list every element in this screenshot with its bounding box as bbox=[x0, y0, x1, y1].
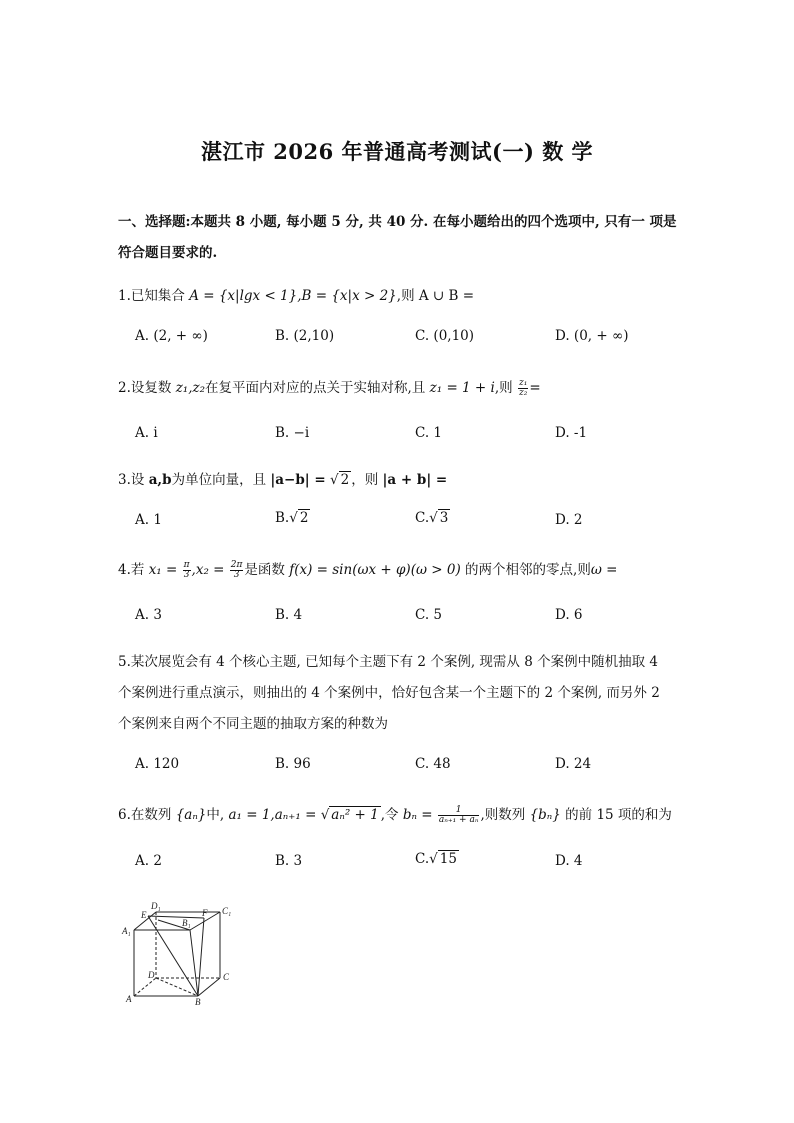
question-2-option-a[interactable]: A. i bbox=[135, 425, 158, 441]
question-3-stem: 3.设 a,b为单位向量，且 |a−b| = √ 2 ，则 |a + b| = bbox=[118, 472, 448, 488]
question-2-option-c[interactable]: C. 1 bbox=[415, 425, 443, 441]
label-f: F bbox=[202, 908, 208, 918]
question-6-option-c[interactable]: C.√ 15 bbox=[415, 851, 457, 867]
question-4-option-b[interactable]: B. 4 bbox=[275, 607, 303, 623]
question-4-option-a[interactable]: A. 3 bbox=[135, 607, 162, 623]
cube-figure bbox=[118, 898, 248, 1008]
question-1-option-a[interactable]: A. (2, + ∞) bbox=[135, 328, 208, 344]
label-c1: C₁ bbox=[222, 906, 232, 916]
label-e: E bbox=[141, 910, 147, 920]
question-1-stem: 1.已知集合 A = {x|lgx < 1},B = {x|x > 2},则 A ∪ B = bbox=[118, 288, 475, 304]
label-c: C bbox=[223, 972, 230, 982]
question-6-stem: 6.在数列 {aₙ}中, a₁ = 1,aₙ₊₁ = √ aₙ² + 1 ,令 bₙ = $\frac{1}{\text{aₙ₊₁ + aₙ}}$ ,则数列 {bₙ} 的前 15 项的和为 bbox=[118, 805, 672, 825]
question-4-option-c[interactable]: C. 5 bbox=[415, 607, 443, 623]
question-2-fraction: $\frac{\text{z₁}}{\text{z₂}}$ bbox=[518, 378, 528, 398]
question-1-option-b[interactable]: B. (2,10) bbox=[275, 328, 335, 344]
question-5-line1: 5.某次展览会有 4 个核心主题, 已知每个主题下有 2 个案例, 现需从 8 个案例中随机抽取 4 bbox=[118, 654, 658, 670]
question-5-line3: 个案例来自两个不同主题的抽取方案的种数为 bbox=[118, 716, 388, 732]
question-6-option-d[interactable]: D. 4 bbox=[555, 853, 583, 869]
question-4-option-d[interactable]: D. 6 bbox=[555, 607, 583, 623]
label-b: B bbox=[195, 997, 201, 1007]
question-2-option-b[interactable]: B. −i bbox=[275, 425, 310, 441]
question-5-line2: 个案例进行重点演示，则抽出的 4 个案例中，恰好包含某一个主题下的 2 个案例, 而另外 2 bbox=[118, 685, 660, 701]
question-3-option-c[interactable]: C.√ 3 bbox=[415, 510, 449, 526]
question-5-option-a[interactable]: A. 120 bbox=[135, 756, 180, 772]
page-title: 湛江市 2026 年普通高考测试(一) 数 学 bbox=[200, 139, 594, 164]
question-5-option-d[interactable]: D. 24 bbox=[555, 756, 592, 772]
question-3-option-b[interactable]: B.√ 2 bbox=[275, 510, 309, 526]
question-2-stem: 2.设复数 z₁,z₂在复平面内对应的点关于实轴对称,且 z₁ = 1 + i,则 $\frac{\text{z₁}}{\text{z₂}}$ = bbox=[118, 378, 541, 398]
label-a: A bbox=[126, 994, 132, 1004]
question-3-sqrt: √ 2 bbox=[330, 472, 350, 488]
label-a1: A₁ bbox=[122, 926, 131, 936]
label-d1: D₁ bbox=[151, 901, 161, 911]
question-6-option-b[interactable]: B. 3 bbox=[275, 853, 303, 869]
question-5-option-c[interactable]: C. 48 bbox=[415, 756, 451, 772]
question-1-option-d[interactable]: D. (0, + ∞) bbox=[555, 328, 629, 344]
question-1-option-c[interactable]: C. (0,10) bbox=[415, 328, 475, 344]
section-heading-line1: 一、选择题:本题共 8 小题, 每小题 5 分, 共 40 分. 在每小题给出的四个选项中, 只有一 项是 bbox=[118, 214, 677, 230]
question-3-option-a[interactable]: A. 1 bbox=[135, 512, 162, 528]
question-4-stem: 4.若 x₁ = $\frac{\pi}{3}$ ,x₂ = $\frac{2\pi}{3}$ 是函数 f(x) = sin(ωx + φ)(ω > 0) 的两个相邻的零点,则ω = bbox=[118, 560, 618, 580]
section-heading-line2: 符合题目要求的. bbox=[118, 245, 218, 261]
question-6-option-a[interactable]: A. 2 bbox=[135, 853, 162, 869]
question-3-option-d[interactable]: D. 2 bbox=[555, 512, 583, 528]
question-5-option-b[interactable]: B. 96 bbox=[275, 756, 311, 772]
question-2-option-d[interactable]: D. -1 bbox=[555, 425, 588, 441]
label-d: D bbox=[148, 970, 155, 980]
label-b1: B₁ bbox=[182, 918, 191, 928]
